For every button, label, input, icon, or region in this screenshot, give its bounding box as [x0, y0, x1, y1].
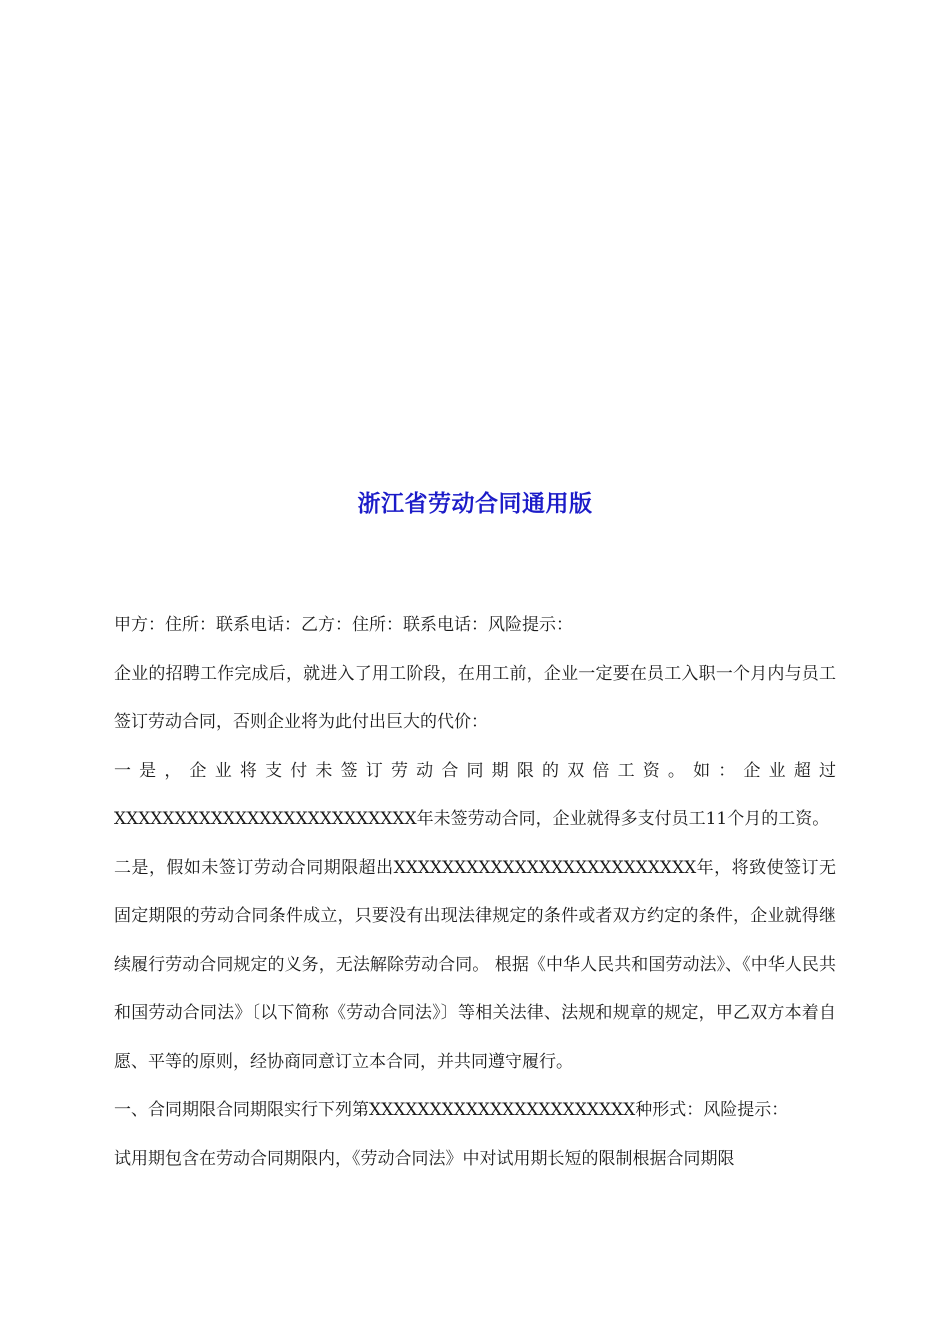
paragraph-open-term-contract: 二是，假如未签订劳动合同期限超出XXXXXXXXXXXXXXXXXXXXXXXXX年，将致使签订无固定期限的劳动合同条件成立，只要没有出现法律规定的条件或者双方约定的条件，企业就得继续履行劳动合同规定的义务，无法解除劳动合同。 根据《中华人民共和国劳动法》、《中华人民共和国劳动合同法》〔以下简称《劳动合同法》〕等相关法律、法规和规章的规定，甲乙双方本着自愿、平等的原则，经协商同意订立本合同，并共同遵守履行。: [114, 857, 836, 1072]
paragraph-parties: 甲方：住所：联系电话：乙方：住所：联系电话：风险提示：: [114, 615, 573, 635]
paragraph-probation: 试用期包含在劳动合同期限内，《劳动合同法》中对试用期长短的限制根据合同期限: [114, 1148, 735, 1169]
document-body: [114, 601, 836, 1183]
paragraph-contract-term: 一、合同期限合同期限实行下列第XXXXXXXXXXXXXXXXXXXXXX种形式：风险提示：: [114, 1100, 789, 1120]
paragraph-double-wage-continued: XXXXXXXXXXXXXXXXXXXXXXXXX年未签劳动合同，企业就得多支付员工11个月的工资。: [114, 809, 830, 829]
paragraph-hiring-risk: 企业的招聘工作完成后，就进入了用工阶段，在用工前，企业一定要在员工入职一个月内与员工签订劳动合同，否则企业将为此付出巨大的代价：: [114, 663, 836, 732]
paragraph-double-wage: 一 是 ， 企 业 将 支 付 未 签 订 劳 动 合 同 期 限 的 双 倍 工 资 。 如 ： 企 业 超 过: [114, 760, 836, 781]
document-title: 浙江省劳动合同通用版: [357, 491, 593, 517]
